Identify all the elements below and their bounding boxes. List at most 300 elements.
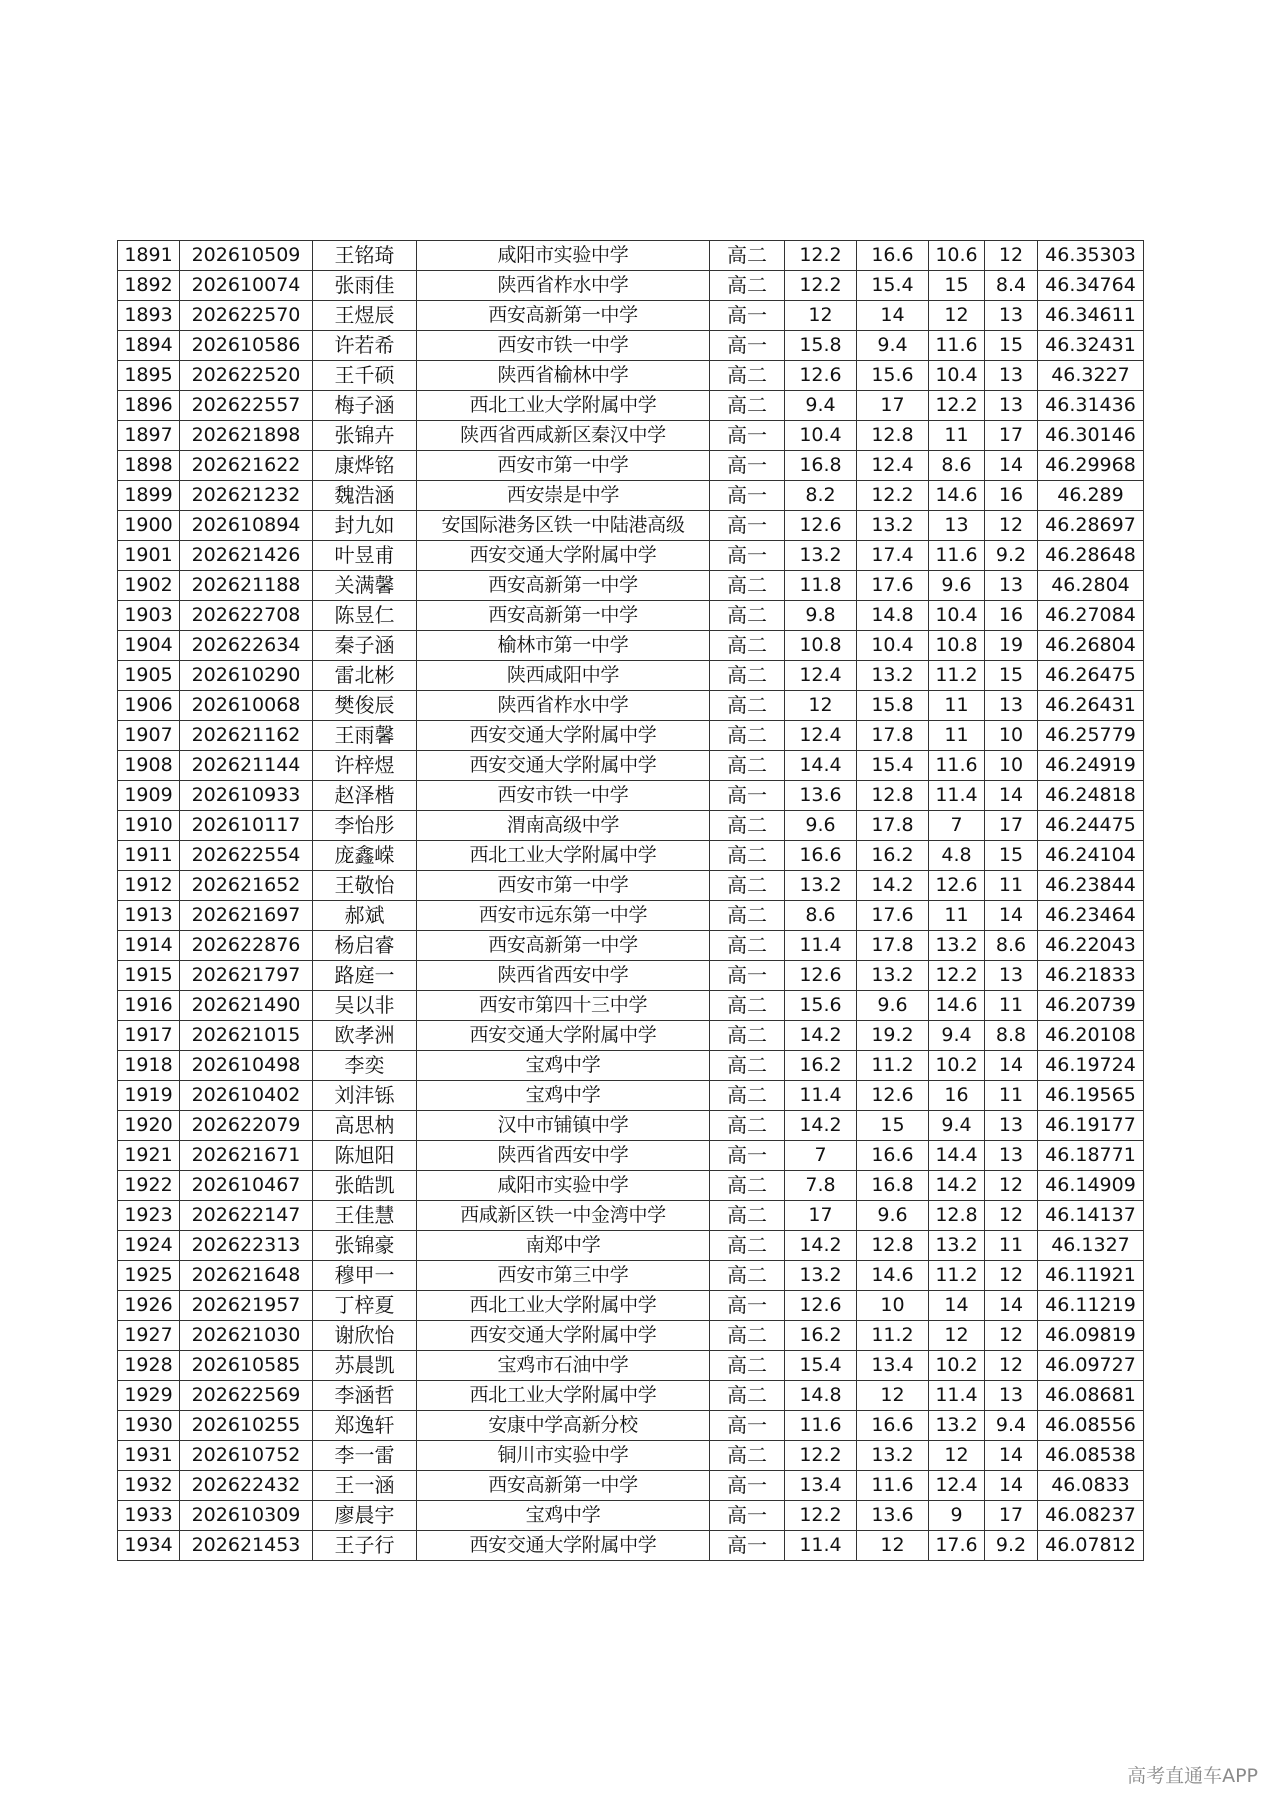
score-2-cell: 13.2 [857,1441,929,1471]
school-cell: 宝鸡市石油中学 [417,1351,710,1381]
total-cell: 46.35303 [1038,241,1144,271]
table-row [118,961,1144,991]
score-1-cell: 8.2 [785,481,857,511]
school-cell: 南郑中学 [417,1231,710,1261]
grade-cell: 高二 [710,1081,785,1111]
score-2-cell: 17.8 [857,721,929,751]
score-4-cell: 12 [985,1321,1038,1351]
name-cell: 郝斌 [313,901,417,931]
score-2-cell: 10 [857,1291,929,1321]
id-cell: 202621697 [180,901,313,931]
score-2-cell: 16.2 [857,841,929,871]
school-cell: 榆林市第一中学 [417,631,710,661]
rank-cell: 1891 [118,241,180,271]
score-2-cell: 16.6 [857,1141,929,1171]
score-4-cell: 14 [985,781,1038,811]
score-4-cell: 16 [985,481,1038,511]
score-3-cell: 15 [929,271,985,301]
name-cell: 王佳慧 [313,1201,417,1231]
id-cell: 202621162 [180,721,313,751]
score-3-cell: 11.4 [929,781,985,811]
total-cell: 46.11219 [1038,1291,1144,1321]
id-cell: 202622708 [180,601,313,631]
total-cell: 46.32431 [1038,331,1144,361]
grade-cell: 高一 [710,1411,785,1441]
school-cell: 西安交通大学附属中学 [417,721,710,751]
rank-cell: 1898 [118,451,180,481]
score-3-cell: 14.6 [929,481,985,511]
total-cell: 46.28648 [1038,541,1144,571]
score-3-cell: 4.8 [929,841,985,871]
id-cell: 202610117 [180,811,313,841]
score-2-cell: 14 [857,301,929,331]
score-1-cell: 16.2 [785,1321,857,1351]
rank-cell: 1914 [118,931,180,961]
table-row [118,241,1144,271]
score-1-cell: 12.2 [785,241,857,271]
score-4-cell: 11 [985,991,1038,1021]
table-row [118,1441,1144,1471]
table-row [118,421,1144,451]
id-cell: 202621232 [180,481,313,511]
score-1-cell: 14.2 [785,1021,857,1051]
score-2-cell: 9.6 [857,991,929,1021]
name-cell: 高思枘 [313,1111,417,1141]
score-3-cell: 14.6 [929,991,985,1021]
rank-cell: 1927 [118,1321,180,1351]
school-cell: 西安市第三中学 [417,1261,710,1291]
grade-cell: 高二 [710,691,785,721]
total-cell: 46.09727 [1038,1351,1144,1381]
score-1-cell: 12.6 [785,961,857,991]
table-row [118,841,1144,871]
name-cell: 陈昱仁 [313,601,417,631]
grade-cell: 高二 [710,811,785,841]
score-4-cell: 11 [985,1081,1038,1111]
score-1-cell: 12.6 [785,361,857,391]
id-cell: 202610255 [180,1411,313,1441]
score-1-cell: 15.4 [785,1351,857,1381]
score-3-cell: 13 [929,511,985,541]
rank-cell: 1933 [118,1501,180,1531]
grade-cell: 高一 [710,481,785,511]
table-row [118,991,1144,1021]
score-4-cell: 10 [985,721,1038,751]
name-cell: 康烨铭 [313,451,417,481]
school-cell: 西安交通大学附属中学 [417,541,710,571]
id-cell: 202621144 [180,751,313,781]
school-cell: 西安市铁一中学 [417,331,710,361]
id-cell: 202610585 [180,1351,313,1381]
table-row [118,871,1144,901]
score-3-cell: 17.6 [929,1531,985,1561]
grade-cell: 高一 [710,511,785,541]
score-4-cell: 14 [985,451,1038,481]
id-cell: 202621671 [180,1141,313,1171]
score-3-cell: 10.8 [929,631,985,661]
id-cell: 202622147 [180,1201,313,1231]
score-3-cell: 13.2 [929,931,985,961]
school-cell: 渭南高级中学 [417,811,710,841]
id-cell: 202621957 [180,1291,313,1321]
total-cell: 46.20108 [1038,1021,1144,1051]
school-cell: 西北工业大学附属中学 [417,391,710,421]
rank-cell: 1912 [118,871,180,901]
name-cell: 王雨馨 [313,721,417,751]
rank-cell: 1923 [118,1201,180,1231]
score-3-cell: 11.2 [929,661,985,691]
score-2-cell: 15 [857,1111,929,1141]
name-cell: 庞鑫嵘 [313,841,417,871]
table-row [118,601,1144,631]
total-cell: 46.19724 [1038,1051,1144,1081]
school-cell: 西安交通大学附属中学 [417,1021,710,1051]
score-2-cell: 15.4 [857,751,929,781]
score-4-cell: 14 [985,1441,1038,1471]
score-3-cell: 11.6 [929,541,985,571]
table-row [118,1081,1144,1111]
score-3-cell: 14.4 [929,1141,985,1171]
score-1-cell: 8.6 [785,901,857,931]
score-2-cell: 14.2 [857,871,929,901]
score-4-cell: 17 [985,811,1038,841]
score-2-cell: 17.8 [857,931,929,961]
total-cell: 46.26475 [1038,661,1144,691]
total-cell: 46.18771 [1038,1141,1144,1171]
name-cell: 秦子涵 [313,631,417,661]
id-cell: 202610498 [180,1051,313,1081]
score-1-cell: 12 [785,691,857,721]
score-2-cell: 12.4 [857,451,929,481]
school-cell: 西北工业大学附属中学 [417,1381,710,1411]
table-row [118,301,1144,331]
score-2-cell: 11.6 [857,1471,929,1501]
score-2-cell: 16.8 [857,1171,929,1201]
total-cell: 46.08556 [1038,1411,1144,1441]
score-3-cell: 12.6 [929,871,985,901]
name-cell: 谢欣怡 [313,1321,417,1351]
table-row [118,931,1144,961]
name-cell: 李怡彤 [313,811,417,841]
grade-cell: 高二 [710,271,785,301]
score-1-cell: 13.4 [785,1471,857,1501]
score-3-cell: 10.4 [929,601,985,631]
name-cell: 杨启睿 [313,931,417,961]
rank-cell: 1911 [118,841,180,871]
name-cell: 梅子涵 [313,391,417,421]
score-2-cell: 16.6 [857,241,929,271]
score-1-cell: 13.6 [785,781,857,811]
school-cell: 陕西省榆林中学 [417,361,710,391]
school-cell: 西安崇是中学 [417,481,710,511]
grade-cell: 高一 [710,781,785,811]
score-2-cell: 12 [857,1381,929,1411]
score-4-cell: 11 [985,1231,1038,1261]
grade-cell: 高二 [710,1231,785,1261]
score-3-cell: 10.2 [929,1051,985,1081]
school-cell: 陕西省西安中学 [417,961,710,991]
name-cell: 李奕 [313,1051,417,1081]
id-cell: 202621622 [180,451,313,481]
id-cell: 202610894 [180,511,313,541]
score-4-cell: 9.2 [985,1531,1038,1561]
score-1-cell: 16.6 [785,841,857,871]
rank-cell: 1929 [118,1381,180,1411]
name-cell: 张锦卉 [313,421,417,451]
name-cell: 王敬怡 [313,871,417,901]
score-4-cell: 14 [985,1471,1038,1501]
name-cell: 雷北彬 [313,661,417,691]
grade-cell: 高一 [710,1141,785,1171]
score-2-cell: 14.6 [857,1261,929,1291]
name-cell: 魏浩涵 [313,481,417,511]
rank-cell: 1922 [118,1171,180,1201]
score-3-cell: 7 [929,811,985,841]
name-cell: 樊俊辰 [313,691,417,721]
score-4-cell: 13 [985,1141,1038,1171]
name-cell: 封九如 [313,511,417,541]
id-cell: 202622557 [180,391,313,421]
score-4-cell: 13 [985,301,1038,331]
name-cell: 李涵哲 [313,1381,417,1411]
id-cell: 202621453 [180,1531,313,1561]
score-3-cell: 12 [929,1441,985,1471]
rank-cell: 1921 [118,1141,180,1171]
score-1-cell: 14.4 [785,751,857,781]
rank-cell: 1896 [118,391,180,421]
rank-cell: 1894 [118,331,180,361]
rank-cell: 1934 [118,1531,180,1561]
name-cell: 郑逸轩 [313,1411,417,1441]
total-cell: 46.14137 [1038,1201,1144,1231]
name-cell: 王子行 [313,1531,417,1561]
score-1-cell: 9.6 [785,811,857,841]
school-cell: 西咸新区铁一中金湾中学 [417,1201,710,1231]
score-2-cell: 12.8 [857,1231,929,1261]
score-1-cell: 12 [785,301,857,331]
name-cell: 王一涵 [313,1471,417,1501]
grade-cell: 高一 [710,1471,785,1501]
name-cell: 赵泽楷 [313,781,417,811]
score-3-cell: 11 [929,421,985,451]
grade-cell: 高二 [710,241,785,271]
score-4-cell: 13 [985,571,1038,601]
grade-cell: 高二 [710,391,785,421]
total-cell: 46.24818 [1038,781,1144,811]
grade-cell: 高二 [710,361,785,391]
grade-cell: 高一 [710,541,785,571]
score-4-cell: 17 [985,421,1038,451]
table-row [118,1171,1144,1201]
school-cell: 铜川市实验中学 [417,1441,710,1471]
score-2-cell: 10.4 [857,631,929,661]
school-cell: 咸阳市实验中学 [417,241,710,271]
name-cell: 张锦豪 [313,1231,417,1261]
name-cell: 王煜辰 [313,301,417,331]
score-1-cell: 12.6 [785,1291,857,1321]
score-2-cell: 13.2 [857,961,929,991]
rank-cell: 1908 [118,751,180,781]
id-cell: 202610752 [180,1441,313,1471]
table-row [118,1531,1144,1561]
total-cell: 46.34764 [1038,271,1144,301]
grade-cell: 高二 [710,1441,785,1471]
id-cell: 202621652 [180,871,313,901]
rank-cell: 1910 [118,811,180,841]
id-cell: 202622432 [180,1471,313,1501]
total-cell: 46.19177 [1038,1111,1144,1141]
total-cell: 46.27084 [1038,601,1144,631]
score-1-cell: 11.4 [785,1531,857,1561]
grade-cell: 高一 [710,301,785,331]
rank-cell: 1902 [118,571,180,601]
table-row [118,1141,1144,1171]
id-cell: 202621797 [180,961,313,991]
rank-cell: 1901 [118,541,180,571]
rank-cell: 1931 [118,1441,180,1471]
score-1-cell: 11.4 [785,931,857,961]
score-2-cell: 14.8 [857,601,929,631]
rank-cell: 1903 [118,601,180,631]
table-row [118,1021,1144,1051]
score-4-cell: 12 [985,1261,1038,1291]
total-cell: 46.09819 [1038,1321,1144,1351]
grade-cell: 高二 [710,841,785,871]
school-cell: 陕西省西安中学 [417,1141,710,1171]
total-cell: 46.289 [1038,481,1144,511]
id-cell: 202610309 [180,1501,313,1531]
score-2-cell: 15.6 [857,361,929,391]
score-1-cell: 13.2 [785,541,857,571]
rank-cell: 1905 [118,661,180,691]
school-cell: 西安市第四十三中学 [417,991,710,1021]
school-cell: 安国际港务区铁一中陆港高级 [417,511,710,541]
table-row [118,1111,1144,1141]
table-row [118,451,1144,481]
name-cell: 王千硕 [313,361,417,391]
total-cell: 46.23464 [1038,901,1144,931]
score-1-cell: 14.2 [785,1111,857,1141]
score-4-cell: 8.4 [985,271,1038,301]
rank-cell: 1920 [118,1111,180,1141]
score-4-cell: 14 [985,1291,1038,1321]
table-row [118,391,1144,421]
grade-cell: 高二 [710,1351,785,1381]
rank-cell: 1919 [118,1081,180,1111]
grade-cell: 高一 [710,1291,785,1321]
score-1-cell: 9.4 [785,391,857,421]
total-cell: 46.20739 [1038,991,1144,1021]
rank-cell: 1917 [118,1021,180,1051]
total-cell: 46.07812 [1038,1531,1144,1561]
total-cell: 46.08237 [1038,1501,1144,1531]
id-cell: 202610509 [180,241,313,271]
table-row [118,541,1144,571]
name-cell: 张雨佳 [313,271,417,301]
id-cell: 202610467 [180,1171,313,1201]
total-cell: 46.30146 [1038,421,1144,451]
score-3-cell: 9.6 [929,571,985,601]
score-3-cell: 10.2 [929,1351,985,1381]
score-3-cell: 8.6 [929,451,985,481]
score-3-cell: 9 [929,1501,985,1531]
score-4-cell: 13 [985,961,1038,991]
score-1-cell: 9.8 [785,601,857,631]
score-3-cell: 13.2 [929,1411,985,1441]
name-cell: 陈旭阳 [313,1141,417,1171]
name-cell: 刘沣铄 [313,1081,417,1111]
id-cell: 202622634 [180,631,313,661]
score-3-cell: 11 [929,691,985,721]
school-cell: 宝鸡中学 [417,1501,710,1531]
id-cell: 202621898 [180,421,313,451]
id-cell: 202622570 [180,301,313,331]
rank-cell: 1904 [118,631,180,661]
school-cell: 西安交通大学附属中学 [417,1531,710,1561]
grade-cell: 高二 [710,871,785,901]
rank-cell: 1906 [118,691,180,721]
score-3-cell: 9.4 [929,1021,985,1051]
grade-cell: 高二 [710,1171,785,1201]
school-cell: 西北工业大学附属中学 [417,841,710,871]
id-cell: 202621030 [180,1321,313,1351]
rank-cell: 1932 [118,1471,180,1501]
total-cell: 46.14909 [1038,1171,1144,1201]
grade-cell: 高二 [710,1321,785,1351]
score-2-cell: 19.2 [857,1021,929,1051]
rank-cell: 1925 [118,1261,180,1291]
total-cell: 46.3227 [1038,361,1144,391]
table-body [118,241,1144,1561]
total-cell: 46.11921 [1038,1261,1144,1291]
score-4-cell: 9.2 [985,541,1038,571]
score-2-cell: 17.6 [857,901,929,931]
grade-cell: 高一 [710,961,785,991]
id-cell: 202610290 [180,661,313,691]
table-row [118,781,1144,811]
watermark-text: 高考直通车APP [1127,1765,1258,1787]
table-row [118,361,1144,391]
school-cell: 西安高新第一中学 [417,301,710,331]
score-1-cell: 15.6 [785,991,857,1021]
score-1-cell: 13.2 [785,1261,857,1291]
school-cell: 西安市第一中学 [417,871,710,901]
score-1-cell: 11.8 [785,571,857,601]
school-cell: 西安交通大学附属中学 [417,1321,710,1351]
table-row [118,571,1144,601]
grade-cell: 高二 [710,901,785,931]
school-cell: 西安交通大学附属中学 [417,751,710,781]
score-4-cell: 17 [985,1501,1038,1531]
table-row [118,1291,1144,1321]
score-1-cell: 7.8 [785,1171,857,1201]
table-row [118,1231,1144,1261]
score-2-cell: 12.6 [857,1081,929,1111]
score-3-cell: 12 [929,1321,985,1351]
grade-cell: 高二 [710,601,785,631]
table-row [118,1471,1144,1501]
score-1-cell: 12.6 [785,511,857,541]
table-row [118,901,1144,931]
score-3-cell: 14 [929,1291,985,1321]
grade-cell: 高二 [710,661,785,691]
total-cell: 46.23844 [1038,871,1144,901]
score-2-cell: 17.8 [857,811,929,841]
rank-cell: 1895 [118,361,180,391]
total-cell: 46.19565 [1038,1081,1144,1111]
score-2-cell: 17.6 [857,571,929,601]
score-3-cell: 9.4 [929,1111,985,1141]
